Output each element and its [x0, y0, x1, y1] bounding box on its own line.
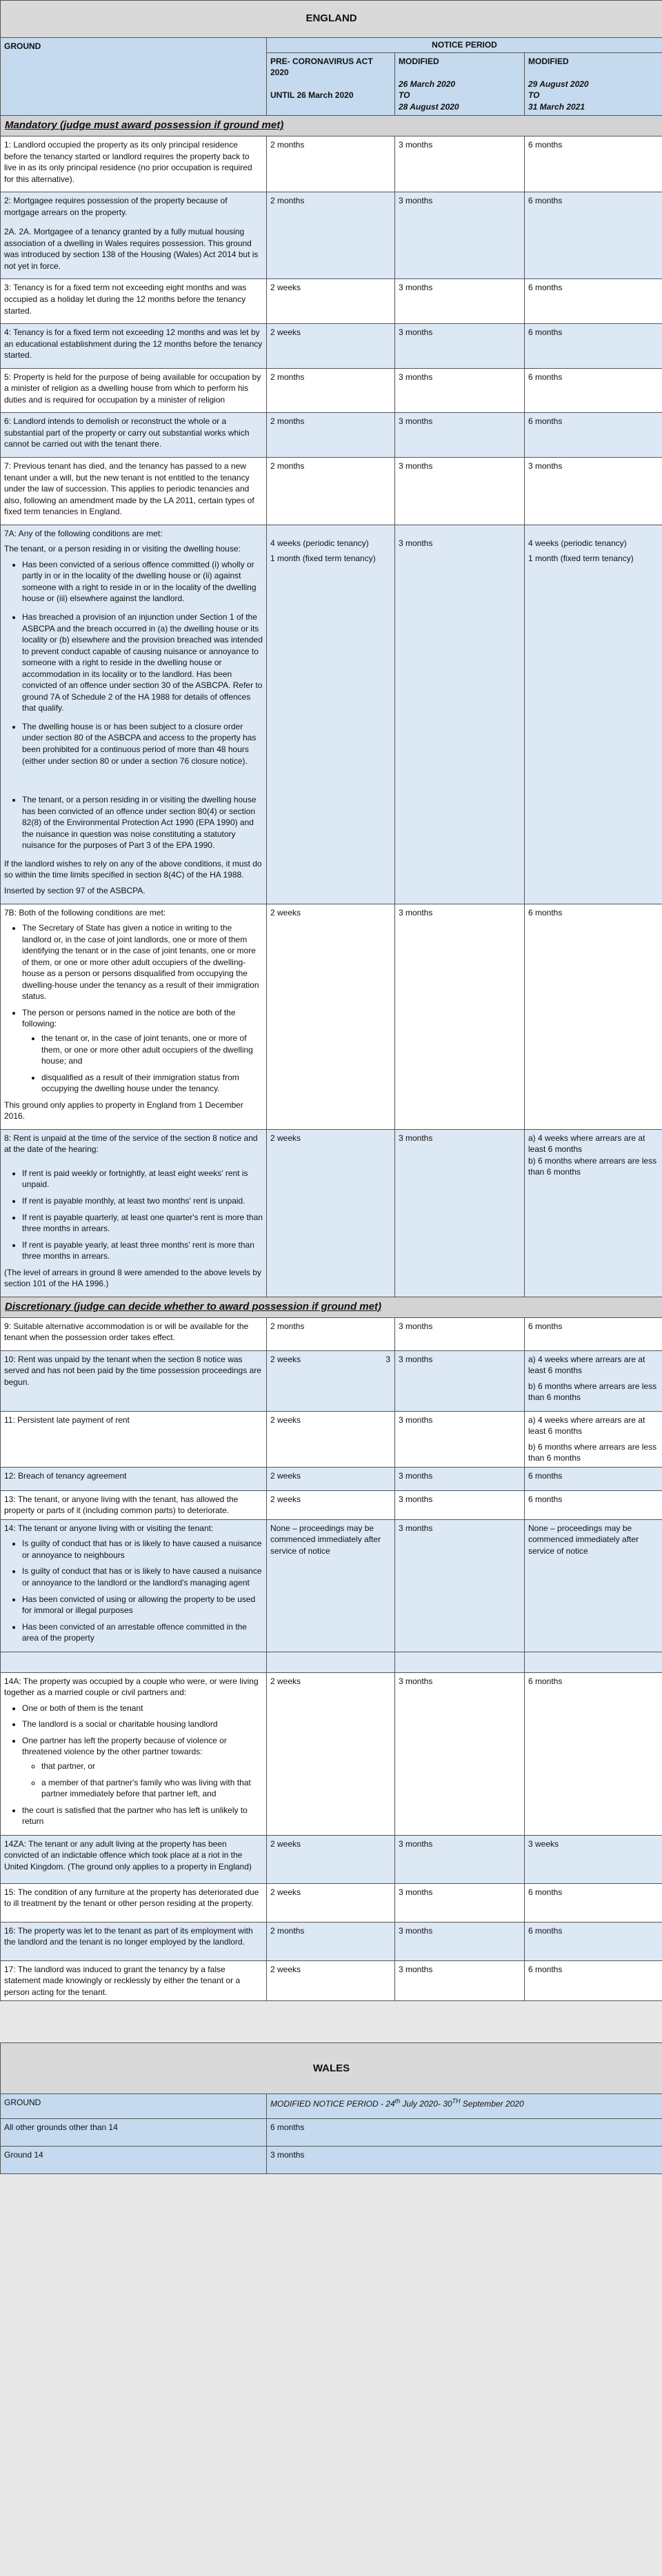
notice-cell: 3 months — [395, 1411, 525, 1467]
notice-cell: 3 months — [395, 1350, 525, 1411]
ground-cell: 15: The condition of any furniture at the property has deteriorated due to ill treatment by the tenant or other person residing at the property. — [1, 1883, 267, 1922]
ground-7a-pre: 4 weeks (periodic tenancy) 1 month (fixed term tenancy) — [267, 525, 395, 904]
ground-row — [1, 1960, 662, 2001]
notice-cell: 3 months — [395, 324, 525, 369]
ground-7b-mod2: 6 months — [525, 904, 662, 1129]
notice-cell: 2 weeks — [267, 1883, 395, 1922]
ground-cell: 17: The landlord was induced to grant the tenancy by a false statement made knowingly or recklessly by either the tenant or a person acting for the tenant. — [1, 1960, 267, 2001]
notice-cell: 6 months — [525, 192, 662, 279]
notice-cell: 2 months — [267, 136, 395, 192]
discretionary-rows — [1, 1317, 662, 1519]
ground-cell: 2: Mortgagee requires possession of the property because of mortgage arrears on the property. 2A. 2A. Mortgagee of a tenancy granted by a fully mutual housing association of a dwelling in Wales requires possession. This ground was introduced by section 138 of the Housing (Wales) Act 2014 but is not yet in force. — [1, 192, 267, 279]
ground-cell: 16: The property was let to the tenant as part of its employment with the landlord and the tenant is no longer employed by the landlord. — [1, 1922, 267, 1960]
notice-cell: 3 months — [395, 136, 525, 192]
wales-notice-header: MODIFIED NOTICE PERIOD - 24th July 2020- 30TH September 2020 — [267, 2094, 662, 2119]
notice-cell: 2 weeks — [267, 1467, 395, 1490]
column-ground-header: GROUND — [1, 38, 267, 116]
ground-7a-cell: 7A: Any of the following conditions are met: The tenant, or a person residing in or visiting the dwelling house: • Has been convicted of a serious offence committed (i) wholly or partly in or in the locality of the dwelling house or (ii) against someone with a right to reside in or in the locality of the dwelling house or (iii) elsewhere against the landlord. • Has breached a provision of an injunction under Section 1 of the ASBCPA and the breach occurred in (a) the dwelling house or its locality or (b) elsewhere and the provision breached was intended to prevent conduct capable of causing nuisance or annoyance to someone with a right to reside in the dwelling house or accommodation in its locality or to the landlord. Has been convicted of an offence under section 30 of the ASBCPA. Refer to ground 7A of Schedule 2 of the HA 1988 for details of offences that qualify. • The dwelling house is or has been subject to a closure order under section 80 of the ASBCPA and access to the property has been prohibited for a continuous period of more than 48 hours (either under section 80 or under a section 76 closure notice). • The tenant, or a person residing in or visiting the dwelling house has been convicted of an offence under section 80(4) or section 82(8) of the Environmental Protection Act 1990 (EPA 1990) and the nuisance in question was noise constituting a statutory nuisance for the purposes of Part 3 of the EPA 1990. If the landlord wishes to rely on any of the above conditions, it must do so within the time limits specified in section 8(4C) of the HA 1988. Inserted by section 97 of the ASBCPA. — [1, 525, 267, 904]
notice-cell: 6 months — [525, 136, 662, 192]
mandatory-row — [1, 458, 662, 525]
notice-cell: 3 months — [395, 413, 525, 458]
notice-cell: 3 months — [395, 1835, 525, 1883]
list-item: • disqualified as a result of their immigration status from occupying the dwelling house under the tenancy. — [41, 1072, 263, 1095]
notice-cell: 2 months — [267, 413, 395, 458]
ground-row — [1, 1883, 662, 1922]
discretionary-row — [1, 1467, 662, 1490]
ground-cell: 12: Breach of tenancy agreement — [1, 1467, 267, 1490]
notice-cell: 2 weeks — [267, 1411, 395, 1467]
list-item: • Has been convicted of using or allowing the property to be used for immoral or illegal purposes — [22, 1594, 263, 1616]
ground-7a-mod2: 4 weeks (periodic tenancy) 1 month (fixed term tenancy) — [525, 525, 662, 904]
ground-7b-mod1: 3 months — [395, 904, 525, 1129]
column-notice-header: NOTICE PERIOD — [267, 38, 662, 53]
ground-8-cell: 8: Rent is unpaid at the time of the service of the section 8 notice and at the date of the hearing: • If rent is paid weekly or fortnightly, at least eight weeks' rent is unpaid. • If rent is payable monthly, at least two months' rent is unpaid. • If rent is payable quarterly, at least one quarter's rent is more than three months in arrears. • If rent is payable yearly, at least three months' rent is more than three months in arrears. (The level of arrears in ground 8 were amended to the above levels by section 101 of the HA 1996.) — [1, 1129, 267, 1297]
notice-cell: 2 weeks 3 — [267, 1350, 395, 1411]
notice-cell: 2 weeks — [267, 1835, 395, 1883]
discretionary-section-header: Discretionary (judge can decide whether to award possession if ground met) — [1, 1297, 662, 1317]
notice-cell: 3 months — [525, 458, 662, 525]
notice-cell: 6 months — [525, 413, 662, 458]
list-item: ◦ a member of that partner's family who was living with that partner immediately before that partner left, and — [41, 1777, 263, 1800]
notice-cell: 3 months — [395, 1467, 525, 1490]
ground-14a-mod2: 6 months — [525, 1672, 662, 1835]
list-item: • If rent is payable yearly, at least three months' rent is more than three months in arrears. — [22, 1239, 263, 1262]
ground-cell: 3: Tenancy is for a fixed term not exceeding eight months and was occupied as a holiday let during the 12 months before the tenancy started. — [1, 279, 267, 324]
notice-cell: 6 months — [525, 324, 662, 369]
discretionary-row — [1, 1350, 662, 1411]
ground-row — [1, 1922, 662, 1960]
notice-cell: 2 weeks — [267, 1490, 395, 1519]
notice-cell: 6 months — [525, 1467, 662, 1490]
wales-notice-cell: 6 months — [267, 2119, 662, 2147]
mandatory-row — [1, 279, 662, 324]
notice-cell: 3 months — [395, 1317, 525, 1350]
wales-title: WALES — [1, 2043, 662, 2094]
ground-cell: 10: Rent was unpaid by the tenant when the section 8 notice was served and has not been paid by the time possession proceedings are begun. — [1, 1350, 267, 1411]
wales-notice-cell: 3 months — [267, 2147, 662, 2174]
ground-cell: 1: Landlord occupied the property as its only principal residence before the tenancy started or landlord requires the property back to live in as its only principal residence (no prior occupation is required for this alternative). — [1, 136, 267, 192]
list-item: ◦ that partner, or — [41, 1761, 263, 1772]
notice-cell: 3 months — [395, 1490, 525, 1519]
ground-cell: 5: Property is held for the purpose of being available for occupation by a minister of religion as a dwelling house from which to perform his duties and is required for occupation by a minister of religion — [1, 368, 267, 413]
list-item: • Is guilty of conduct that has or is likely to have caused a nuisance or annoyance to neighbours — [22, 1538, 263, 1561]
ground-8-mod2: a) 4 weeks where arrears are at least 6 months b) 6 months where arrears are less than 6 months — [525, 1129, 662, 1297]
notice-cell: 2 weeks — [267, 1960, 395, 2001]
notice-cell: a) 4 weeks where arrears are at least 6 months b) 6 months where arrears are less than 6 months — [525, 1350, 662, 1411]
notice-cell: 2 weeks — [267, 324, 395, 369]
notice-cell: 6 months — [525, 1960, 662, 2001]
list-item: • Has been convicted of an arrestable offence committed in the area of the property — [22, 1621, 263, 1644]
notice-cell: 2 months — [267, 458, 395, 525]
notice-cell: 6 months — [525, 368, 662, 413]
notice-cell: 3 months — [395, 1883, 525, 1922]
ground-cell: 6: Landlord intends to demolish or reconstruct the whole or a substantial part of the property or carry out substantial works which cannot be carried out with the tenant there. — [1, 413, 267, 458]
mandatory-row — [1, 192, 662, 279]
list-item: • Has been convicted of a serious offence committed (i) wholly or partly in or in the locality of the dwelling house or (ii) against someone with a right to reside in or in the locality of the dwelling house or (iii) elsewhere against the landlord. — [22, 559, 263, 605]
list-item: • If rent is payable quarterly, at least one quarter's rent is more than three months in arrears. — [22, 1212, 263, 1235]
list-item: • Has breached a provision of an injunction under Section 1 of the ASBCPA and the breach occurred in (a) the dwelling house or its locality or (b) elsewhere and the provision breached was intended to prevent conduct capable of causing nuisance or annoyance to someone with a right to reside in the dwelling house or accommodation in its locality or to the landlord. Has been convicted of an offence under section 30 of the ASBCPA. Refer to ground 7A of Schedule 2 of the HA 1988 for details of offences that qualify. — [22, 611, 263, 714]
ground-14-mod2: None – proceedings may be commenced immediately after service of notice — [525, 1519, 662, 1652]
ground-7a-mod1: 3 months — [395, 525, 525, 904]
mandatory-rows — [1, 136, 662, 525]
notice-cell: a) 4 weeks where arrears are at least 6 months b) 6 months where arrears are less than 6 months — [525, 1411, 662, 1467]
column-modified-1: MODIFIED 26 March 2020 TO 28 August 2020 — [395, 52, 525, 116]
list-item: • The dwelling house is or has been subject to a closure order under section 80 of the ASBCPA and access to the property has been prohibited for a continuous period of more than 48 hours (either under section 80 or under a section 76 closure notice). — [22, 721, 263, 767]
wales-table — [0, 2042, 662, 2174]
list-item: • the tenant or, in the case of joint tenants, one or more of them, or one or more other adult occupiers of the dwelling house; and — [41, 1033, 263, 1067]
mandatory-row — [1, 324, 662, 369]
column-pre-coronavirus: PRE- CORONAVIRUS ACT 2020 UNTIL 26 March 2020 — [267, 52, 395, 116]
notice-cell: 2 months — [267, 1317, 395, 1350]
notice-cell: 6 months — [525, 1317, 662, 1350]
list-item: • Is guilty of conduct that has or is likely to have caused a nuisance or annoyance to the landlord or the landlord's managing agent — [22, 1565, 263, 1588]
notice-cell: 2 months — [267, 1922, 395, 1960]
notice-cell: 3 months — [395, 192, 525, 279]
notice-cell: 6 months — [525, 279, 662, 324]
notice-cell: 3 months — [395, 368, 525, 413]
ground-14a-pre: 2 weeks — [267, 1672, 395, 1835]
wales-ground-header: GROUND — [1, 2094, 267, 2119]
notice-cell: 3 months — [395, 458, 525, 525]
ground-7b-pre: 2 weeks — [267, 904, 395, 1129]
wales-row — [1, 2147, 662, 2174]
notice-cell: 2 months — [267, 192, 395, 279]
list-item: • If rent is payable monthly, at least two months' rent is unpaid. — [22, 1195, 263, 1207]
ground-14-mod1: 3 months — [395, 1519, 525, 1652]
discretionary-row — [1, 1490, 662, 1519]
notice-cell: 2 weeks — [267, 279, 395, 324]
notice-cell: 3 months — [395, 1960, 525, 2001]
discretionary-row — [1, 1411, 662, 1467]
ground-cell: 7: Previous tenant has died, and the tenancy has passed to a new tenant under a will, but the new tenant is not entitled to the tenancy under the law of succession. This applies to periodic tenancies and also, following an amendment made by the LA 2011, certain types of fixed term tenancies in England. — [1, 458, 267, 525]
notice-cell: 6 months — [525, 1883, 662, 1922]
mandatory-row — [1, 136, 662, 192]
ground-14a-cell: 14A: The property was occupied by a couple who were, or were living together as a married couple or civil partners and: • One or both of them is the tenant • The landlord is a social or charitable housing landlord • One partner has left the property because of violence or threatened violence by the other partner towards: ◦ that partner, or ◦ a member of that partner's family who was living with that partner immediately before that partner left, and • the court is satisfied that the partner who has left is unlikely to return — [1, 1672, 267, 1835]
mandatory-row — [1, 368, 662, 413]
ground-8-pre: 2 weeks — [267, 1129, 395, 1297]
remaining-rows — [1, 1835, 662, 2001]
ground-cell: 11: Persistent late payment of rent — [1, 1411, 267, 1467]
mandatory-section-header: Mandatory (judge must award possession if ground met) — [1, 116, 662, 136]
ground-row — [1, 1835, 662, 1883]
ground-7b-cell: 7B: Both of the following conditions are met: • The Secretary of State has given a notice in writing to the landlord or, in the case of joint landlords, one or more of them identifying the tenant or in the case of joint tenants, one or more of them, or one or more other adult occupiers of the dwelling-house as a person or persons disqualified from occupying the dwelling-house under the tenancy as a result of their immigration status. • The person or persons named in the notice are both of the following: • the tenant or, in the case of joint tenants, one or more of them, or one or more other adult occupiers of the dwelling house; and • disqualified as a result of their immigration status from occupying the dwelling house under the tenancy. This ground only applies to property in England from 1 December 2016. — [1, 904, 267, 1129]
ground-cell: 4: Tenancy is for a fixed term not exceeding 12 months and was let by an educational establishment during the 12 months before the tenancy started. — [1, 324, 267, 369]
ground-14a-mod1: 3 months — [395, 1672, 525, 1835]
notice-cell: 6 months — [525, 1490, 662, 1519]
ground-8-mod1: 3 months — [395, 1129, 525, 1297]
ground-cell: 13: The tenant, or anyone living with the tenant, has allowed the property or parts of it (including common parts) to deteriorate. — [1, 1490, 267, 1519]
mandatory-row — [1, 413, 662, 458]
list-item: • The tenant, or a person residing in or visiting the dwelling house has been convicted of an offence under section 80(4) or section 82(8) of the Environmental Protection Act 1990 (EPA 1990) and the nuisance in question was noise constituting a statutory nuisance for the purposes of Part 3 of the EPA 1990. — [22, 794, 263, 851]
ground-14-pre: None – proceedings may be commenced immediately after service of notice — [267, 1519, 395, 1652]
notice-cell: 3 weeks — [525, 1835, 662, 1883]
list-item: • If rent is paid weekly or fortnightly, at least eight weeks' rent is unpaid. — [22, 1168, 263, 1190]
notice-cell: 3 months — [395, 1922, 525, 1960]
wales-ground-cell: All other grounds other than 14 — [1, 2119, 267, 2147]
england-title: ENGLAND — [1, 1, 662, 38]
discretionary-row — [1, 1317, 662, 1350]
wales-row — [1, 2119, 662, 2147]
notice-cell: 3 months — [395, 279, 525, 324]
ground-cell: 14ZA: The tenant or any adult living at the property has been convicted of an indictable offence which took place at a riot in the United Kingdom. (The ground only applies to a property in England) — [1, 1835, 267, 1883]
ground-cell: 9: Suitable alternative accommodation is or will be available for the tenant when the possession order takes effect. — [1, 1317, 267, 1350]
notice-cell: 2 months — [267, 368, 395, 413]
notice-cell: 6 months — [525, 1922, 662, 1960]
column-modified-2: MODIFIED 29 August 2020 TO 31 March 2021 — [525, 52, 662, 116]
ground-14-cell: 14: The tenant or anyone living with or visiting the tenant: • Is guilty of conduct that has or is likely to have caused a nuisance or annoyance to neighbours • Is guilty of conduct that has or is likely to have caused a nuisance or annoyance to the landlord or the landlord's managing agent • Has been convicted of using or allowing the property to be used for immoral or illegal purposes • Has been convicted of an arrestable offence committed in the area of the property — [1, 1519, 267, 1652]
wales-ground-cell: Ground 14 — [1, 2147, 267, 2174]
